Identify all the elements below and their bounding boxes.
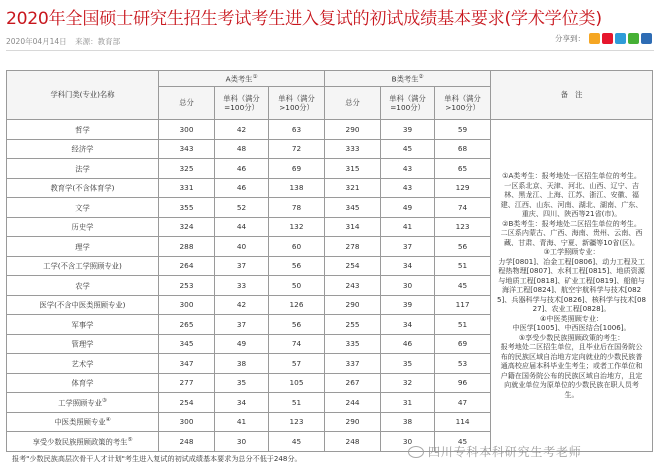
row-category: 农学 (7, 276, 159, 296)
row-category: 艺术学 (7, 354, 159, 374)
score-b-single-gt100: 129 (435, 178, 491, 198)
remark-line: 与地质工程[0818]、矿业工程[0819]、船舶与 (498, 275, 645, 285)
score-a-total: 277 (159, 373, 215, 393)
score-a-total: 345 (159, 334, 215, 354)
remark-line: 程热物理[0807]、水利工程[0815]、地质资源 (498, 266, 645, 276)
table-footnote: 报考"少数民族高层次骨干人才计划"考生进入复试的初试成绩基本要求为总分不低于248分。 (12, 454, 302, 463)
row-category: 法学 (7, 159, 159, 179)
score-a-total: 300 (159, 120, 215, 140)
score-b-single-100: 41 (381, 217, 435, 237)
row-category: 管理学 (7, 334, 159, 354)
row-category: 历史学 (7, 217, 159, 237)
table-row (7, 120, 653, 140)
score-b-total: 255 (325, 315, 381, 335)
score-b-single-100: 34 (381, 315, 435, 335)
renren-icon[interactable] (641, 33, 652, 44)
score-b-single-100: 30 (381, 276, 435, 296)
score-a-single-gt100: 60 (269, 237, 325, 257)
score-b-single-100: 38 (381, 412, 435, 432)
remark-line: ①A类考生：报考地处一区招生单位的考生。 (502, 171, 641, 181)
score-a-single-gt100: 56 (269, 256, 325, 276)
remark-line: 二区系内蒙古、广西、海南、贵州、云南、西 (500, 228, 643, 238)
score-a-single-100: 30 (215, 432, 269, 452)
score-b-single-gt100: 51 (435, 256, 491, 276)
score-a-total: 264 (159, 256, 215, 276)
row-category: 理学 (7, 237, 159, 257)
score-a-single-100: 41 (215, 412, 269, 432)
header-a-single-gt100: 单科（满分 >100分） (269, 87, 325, 120)
header-a-total: 总分 (159, 87, 215, 120)
header-group-b: B类考生② (325, 71, 491, 87)
header-b-single-gt100: 单科（满分 >100分） (435, 87, 491, 120)
score-b-total: 314 (325, 217, 381, 237)
score-b-single-gt100: 53 (435, 354, 491, 374)
score-a-single-100: 33 (215, 276, 269, 296)
score-b-single-gt100: 59 (435, 120, 491, 140)
score-a-single-100: 46 (215, 178, 269, 198)
score-a-total: 300 (159, 412, 215, 432)
remark-line: ③工学照顾专业： (543, 247, 600, 257)
remark-line: 力学[0801]、冶金工程[0806]、动力工程及工 (498, 256, 645, 266)
score-a-single-gt100: 56 (269, 315, 325, 335)
watermark: 四川专科本科研究生考老师 (408, 443, 582, 460)
score-b-total: 248 (325, 432, 381, 452)
weibo-logo-icon (408, 446, 424, 458)
score-b-total: 290 (325, 295, 381, 315)
score-b-single-gt100: 69 (435, 334, 491, 354)
score-b-total: 315 (325, 159, 381, 179)
row-category: 体育学 (7, 373, 159, 393)
score-b-total: 290 (325, 412, 381, 432)
score-b-total: 321 (325, 178, 381, 198)
score-b-single-gt100: 117 (435, 295, 491, 315)
score-b-total: 267 (325, 373, 381, 393)
score-a-single-gt100: 126 (269, 295, 325, 315)
remark-line: 中医学[1005]、中西医结合[1006]。 (512, 323, 631, 333)
score-a-single-gt100: 123 (269, 412, 325, 432)
header-b-single-100: 单科（满分 =100分） (381, 87, 435, 120)
score-b-single-gt100: 45 (435, 432, 491, 452)
score-a-single-100: 49 (215, 334, 269, 354)
score-b-total: 244 (325, 393, 381, 413)
tencent-weibo-icon[interactable] (615, 33, 626, 44)
header-group-a: A类考生① (159, 71, 325, 87)
row-category: 文学 (7, 198, 159, 218)
score-b-single-100: 49 (381, 198, 435, 218)
score-b-total: 337 (325, 354, 381, 374)
score-a-single-100: 37 (215, 256, 269, 276)
score-b-single-100: 46 (381, 334, 435, 354)
score-a-total: 288 (159, 237, 215, 257)
header-a-single-100: 单科（满分 =100分） (215, 87, 269, 120)
remark-line: 27]、农业工程[0828]。 (532, 304, 611, 314)
score-b-single-gt100: 47 (435, 393, 491, 413)
qzone-icon[interactable] (589, 33, 600, 44)
score-a-single-gt100: 69 (269, 159, 325, 179)
score-b-single-100: 39 (381, 295, 435, 315)
score-b-single-gt100: 74 (435, 198, 491, 218)
score-a-single-100: 44 (215, 217, 269, 237)
score-b-total: 278 (325, 237, 381, 257)
remark-line: 报考地处二区招生单位，且毕业后在国务院公 (500, 342, 643, 352)
score-a-single-100: 37 (215, 315, 269, 335)
remark-line: 重庆、四川、陕西等21省(市)。 (521, 209, 622, 219)
score-a-total: 265 (159, 315, 215, 335)
remark-line: 通高校应届本科毕业生考生；或者工作单位和 (500, 361, 643, 371)
score-b-single-gt100: 51 (435, 315, 491, 335)
remark-line: 林、黑龙江、上海、江苏、浙江、安徽、福 (504, 190, 639, 200)
wechat-icon[interactable] (628, 33, 639, 44)
remark-line: 向就业单位为原单位的少数民族在职人员考 (504, 380, 639, 390)
score-a-single-100: 34 (215, 393, 269, 413)
score-b-single-100: 39 (381, 120, 435, 140)
page-title: 2020年全国硕士研究生招生考试考生进入复试的初试成绩基本要求(学术学位类) (6, 9, 602, 29)
remark-line: 布的民族区域自治地方定向就业的少数民族普 (500, 351, 643, 361)
remark-line: 5]、兵器科学与技术[0826]、核科学与技术[08 (497, 294, 647, 304)
row-category: 军事学 (7, 315, 159, 335)
score-b-total: 335 (325, 334, 381, 354)
score-b-single-gt100: 56 (435, 237, 491, 257)
header-remarks: 备 注 (491, 71, 653, 120)
score-b-single-100: 34 (381, 256, 435, 276)
article-source: 来源：教育部 (75, 37, 121, 46)
score-b-total: 333 (325, 139, 381, 159)
header-category: 学科门类(专业)名称 (7, 71, 159, 120)
score-b-total: 243 (325, 276, 381, 296)
score-a-single-100: 52 (215, 198, 269, 218)
remark-line: 海洋工程[0824]、航空宇航科学与技术[082 (501, 285, 642, 295)
remark-line: 一区系北京、天津、河北、山西、辽宁、吉 (504, 180, 639, 190)
score-b-single-100: 43 (381, 178, 435, 198)
score-a-total: 248 (159, 432, 215, 452)
row-category: 工学(不含工学照顾专业) (7, 256, 159, 276)
score-a-single-100: 35 (215, 373, 269, 393)
score-b-single-100: 43 (381, 159, 435, 179)
score-b-single-gt100: 65 (435, 159, 491, 179)
publish-date: 2020年04月14日 (6, 37, 67, 46)
remark-line: 藏、甘肃、青海、宁夏、新疆等10省(区)。 (503, 237, 640, 247)
score-a-total: 343 (159, 139, 215, 159)
score-a-single-gt100: 50 (269, 276, 325, 296)
score-a-total: 347 (159, 354, 215, 374)
score-a-total: 331 (159, 178, 215, 198)
score-b-single-100: 31 (381, 393, 435, 413)
score-a-single-100: 48 (215, 139, 269, 159)
row-category: 医学(不含中医类照顾专业) (7, 295, 159, 315)
score-a-total: 324 (159, 217, 215, 237)
remark-line: ⑤享受少数民族照顾政策的考生： (518, 332, 625, 342)
score-b-single-100: 32 (381, 373, 435, 393)
score-a-single-gt100: 74 (269, 334, 325, 354)
score-b-total: 345 (325, 198, 381, 218)
score-b-single-100: 30 (381, 432, 435, 452)
score-a-single-100: 42 (215, 120, 269, 140)
row-category: 中医类照顾专业④ (7, 412, 159, 432)
share-label: 分享到： (555, 34, 585, 43)
score-a-single-gt100: 105 (269, 373, 325, 393)
score-b-single-100: 37 (381, 237, 435, 257)
remark-line: 建、江西、山东、河南、湖北、湖南、广东、 (500, 199, 643, 209)
score-b-single-100: 35 (381, 354, 435, 374)
score-a-single-100: 38 (215, 354, 269, 374)
row-category: 工学照顾专业③ (7, 393, 159, 413)
remark-line: ④中医类照顾专业： (539, 313, 604, 323)
weibo-icon[interactable] (602, 33, 613, 44)
remark-line: 生。 (564, 389, 579, 399)
score-b-single-gt100: 96 (435, 373, 491, 393)
article-meta (6, 36, 126, 47)
score-a-single-gt100: 51 (269, 393, 325, 413)
remark-line: 户籍在国务院公布的民族区域自治地方，且定 (500, 370, 643, 380)
score-a-single-100: 46 (215, 159, 269, 179)
score-a-single-gt100: 78 (269, 198, 325, 218)
header-b-total: 总分 (325, 87, 381, 120)
score-b-single-gt100: 123 (435, 217, 491, 237)
share-bar (555, 33, 652, 44)
score-a-single-gt100: 72 (269, 139, 325, 159)
row-category: 享受少数民族照顾政策的考生⑤ (7, 432, 159, 452)
score-b-total: 290 (325, 120, 381, 140)
score-a-single-100: 40 (215, 237, 269, 257)
score-a-total: 355 (159, 198, 215, 218)
score-b-single-gt100: 114 (435, 412, 491, 432)
row-category: 教育学(不含体育学) (7, 178, 159, 198)
score-a-single-gt100: 138 (269, 178, 325, 198)
score-a-single-100: 42 (215, 295, 269, 315)
score-a-single-gt100: 132 (269, 217, 325, 237)
title-divider (6, 50, 654, 51)
score-a-total: 325 (159, 159, 215, 179)
remark-line: ②B类考生：报考地处二区招生单位的考生。 (502, 218, 641, 228)
score-b-single-100: 45 (381, 139, 435, 159)
score-b-total: 254 (325, 256, 381, 276)
score-b-single-gt100: 45 (435, 276, 491, 296)
score-b-single-gt100: 68 (435, 139, 491, 159)
score-a-single-gt100: 63 (269, 120, 325, 140)
score-a-single-gt100: 57 (269, 354, 325, 374)
score-a-single-gt100: 45 (269, 432, 325, 452)
row-category: 哲学 (7, 120, 159, 140)
score-a-total: 300 (159, 295, 215, 315)
row-category: 经济学 (7, 139, 159, 159)
score-a-total: 253 (159, 276, 215, 296)
score-a-total: 254 (159, 393, 215, 413)
score-table (6, 70, 653, 452)
remarks-cell (491, 120, 653, 452)
